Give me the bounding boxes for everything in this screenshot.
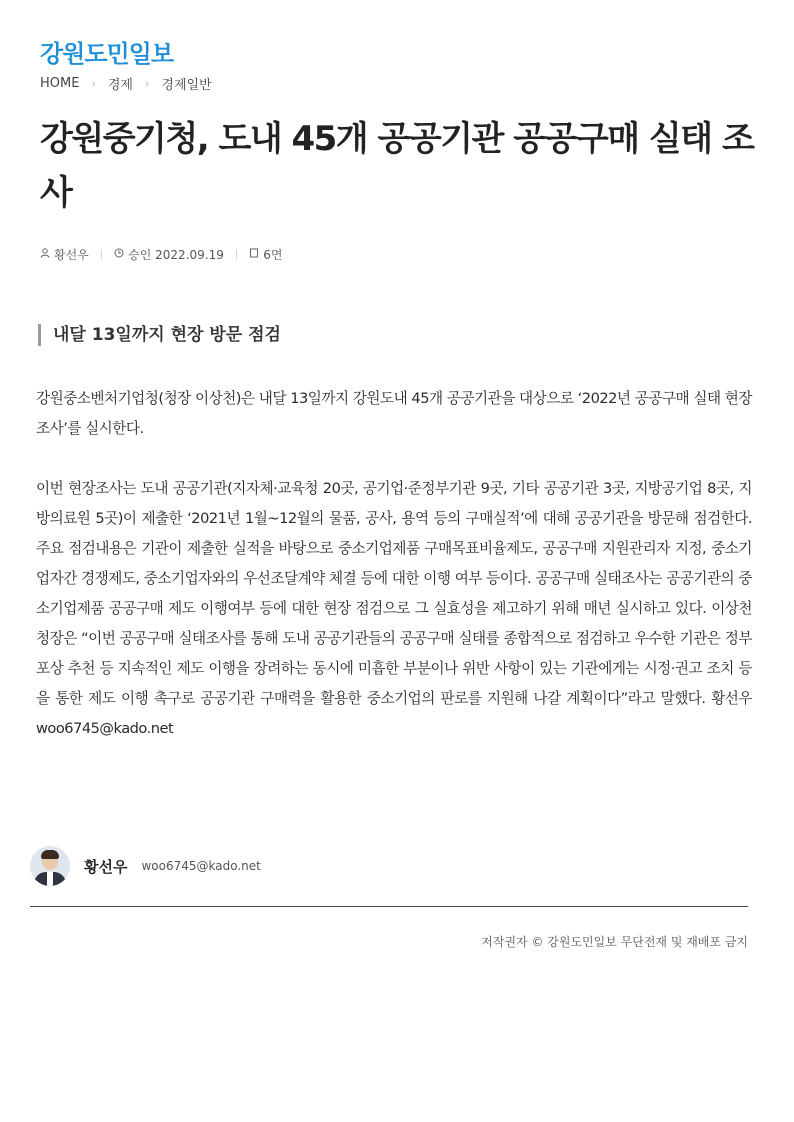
author-name[interactable]: 황선우	[84, 857, 128, 876]
breadcrumb-subsection[interactable]: 경제일반	[161, 78, 212, 93]
page-icon	[249, 248, 259, 261]
meta-author-name: 황선우	[54, 248, 89, 262]
article-subheading: 내달 13일까지 현장 방문 점검	[38, 324, 281, 346]
meta-page-text: 6면	[263, 248, 283, 262]
meta-date	[114, 246, 224, 263]
chevron-right-icon: ›	[144, 77, 150, 90]
article-paragraph: 강원중소벤처기업청(청장 이상천)은 내달 13일까지 강원도내 45개 공공기관을 대상으로 ‘2022년 공공구매 실태 현장조사’를 실시한다.	[36, 390, 752, 437]
chevron-right-icon: ›	[91, 77, 96, 90]
divider	[30, 906, 748, 907]
meta-divider: |	[99, 249, 104, 260]
breadcrumb	[40, 74, 212, 93]
meta-date-text: 승인 2022.09.19	[128, 248, 224, 262]
breadcrumb-section[interactable]: 경제	[107, 78, 133, 93]
meta-page	[249, 246, 282, 263]
meta-divider: |	[234, 249, 239, 260]
person-icon	[40, 248, 50, 261]
meta-author	[40, 246, 89, 263]
author-box	[30, 846, 261, 886]
author-email[interactable]: woo6745@kado.net	[141, 859, 261, 873]
clock-icon	[114, 248, 124, 261]
article-title: 강원중기청, 도내 45개 공공기관 공공구매 실태 조사	[40, 119, 754, 213]
site-logo[interactable]: 강원도민일보	[40, 40, 174, 68]
breadcrumb-home[interactable]: HOME	[40, 76, 80, 91]
article-meta	[40, 246, 282, 263]
article-paragraph: 이번 현장조사는 도내 공공기관(지자체·교육청 20곳, 공기업·준정부기관 9곳, 기타 공공기관 3곳, 지방공기업 8곳, 지방의료원 5곳)이 제출한 ‘2021년 1월~12월의 물품, 공사, 용역 등의 구매실적’에 대해 공공기관을 방문해 점검한다. 주요 점검내용은 기관이 제출한 실적을 바탕으로 중소기업제품 구매목표비율제도, 공공구매 지원관리자 지정, 중소기업자간 경쟁제도, 중소기업자와의 우선조달계약 체결 등에 대한 이행 여부 등이다. 공공구매 실태조사는 공공기관의 중소기업제품 공공구매 제도 이행여부 등에 대한 현장 점검으로 그 실효성을 제고하기 위해 매년 실시하고 있다. 이상천 청장은 “이번 공공구매 실태조사를 통해 도내 공공기관들의 공공구매 실태를 종합적으로 점검하고 우수한 기관은 정부포상 추천 등 지속적인 제도 이행을 장려하는 동시에 미흡한 부분이나 위반 사항이 있는 기관에게는 시정·권고 조치 등을 통한 제도 이행 촉구로 공공기관 구매력을 활용한 중소기업의 판로를 지원해 나갈 계획이다”라고 말했다. 황선우 woo6745@kado.net	[36, 480, 752, 737]
article-body	[36, 384, 752, 774]
avatar[interactable]	[30, 846, 70, 886]
copyright-notice: 저작권자 © 강원도민일보 무단전재 및 재배포 금지	[481, 935, 748, 949]
